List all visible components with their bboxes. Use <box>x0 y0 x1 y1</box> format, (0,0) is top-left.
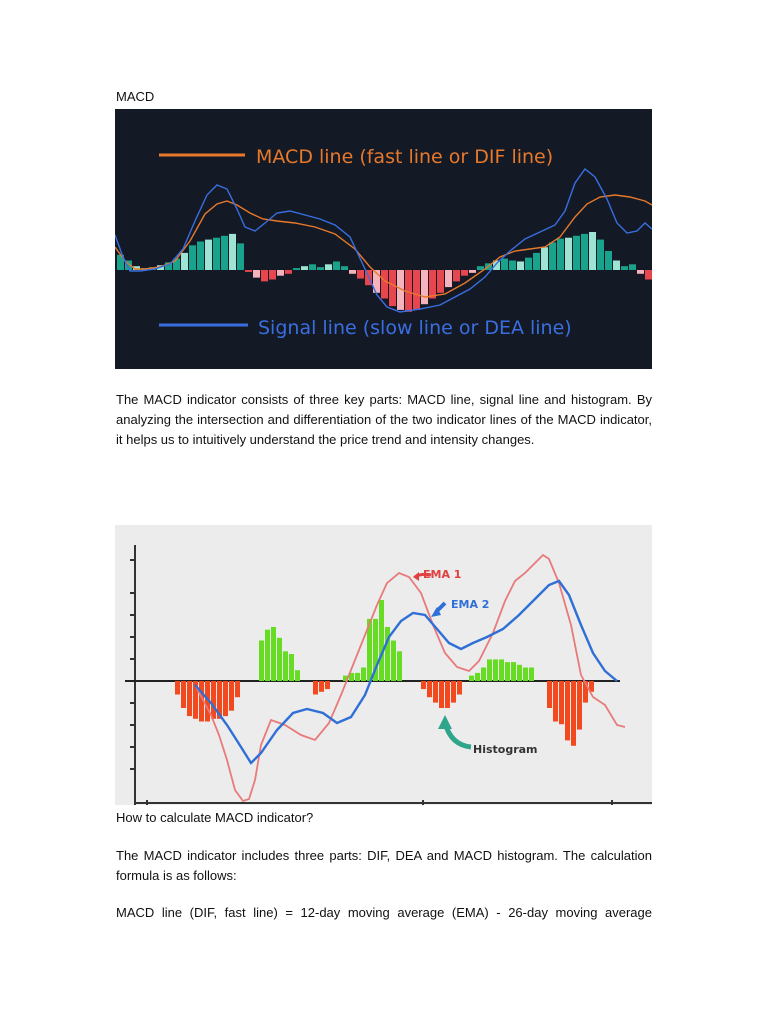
macd-histogram-bar <box>549 242 556 270</box>
ema-histogram-bar <box>565 681 570 740</box>
ema-histogram-bar <box>265 630 270 681</box>
ema-histogram-bar <box>511 662 516 681</box>
ema-histogram-bar <box>547 681 552 708</box>
macd-histogram-bar <box>381 270 388 299</box>
macd-histogram-bar <box>613 261 620 271</box>
macd-histogram-bar <box>189 245 196 270</box>
ema-histogram-bar <box>379 600 384 681</box>
ema-histogram-bar <box>445 681 450 708</box>
macd-histogram-bar <box>525 258 532 270</box>
ema-histogram-bar <box>325 681 330 689</box>
macd-histogram-bar <box>597 240 604 270</box>
macd-histogram-bar <box>437 270 444 293</box>
ema-histogram-bar <box>211 681 216 719</box>
macd-histogram-bar <box>565 238 572 270</box>
ema2-line <box>195 581 617 763</box>
macd-histogram-bar <box>181 253 188 270</box>
ema-chart-canvas <box>115 525 652 805</box>
macd-chart-canvas <box>115 109 652 369</box>
macd-histogram-bar <box>461 270 468 276</box>
ema-histogram-bar <box>499 659 504 681</box>
histogram-label: Histogram <box>473 743 538 756</box>
ema-histogram-bar <box>571 681 576 746</box>
macd-histogram-bar <box>637 270 644 274</box>
ema-histogram-bar <box>427 681 432 697</box>
macd-histogram <box>117 232 652 312</box>
macd-histogram-bar <box>509 261 516 271</box>
ema-histogram-bar <box>475 673 480 681</box>
ema-histogram-bar <box>229 681 234 711</box>
macd-histogram-bar <box>501 259 508 270</box>
ema-histogram-bar <box>469 676 474 681</box>
ema-histogram-bar <box>355 673 360 681</box>
macd-histogram-bar <box>605 251 612 270</box>
macd-histogram-bar <box>629 264 636 270</box>
ema-histogram-bar <box>493 659 498 681</box>
macd-histogram-bar <box>645 270 652 280</box>
ema-histogram-bar <box>271 627 276 681</box>
ema-histogram-bar <box>529 668 534 682</box>
ema-histogram-bar <box>235 681 240 697</box>
ema-histogram-bar <box>295 670 300 681</box>
ema-histogram <box>175 600 594 746</box>
calc-description: The MACD indicator includes three parts: DIF, DEA and MACD histogram. The calculation formula is as follows: <box>116 848 652 883</box>
macd-histogram-bar <box>581 234 588 270</box>
macd-histogram-bar <box>429 270 436 299</box>
calc-question: How to calculate MACD indicator? <box>116 810 314 825</box>
macd-histogram-bar <box>621 266 628 270</box>
macd-histogram-bar <box>589 232 596 270</box>
macd-histogram-bar <box>293 268 300 270</box>
macd-histogram-bar <box>421 270 428 304</box>
ema-histogram-bar <box>523 668 528 682</box>
macd-histogram-bar <box>285 270 292 274</box>
macd-histogram-bar <box>237 243 244 270</box>
ema-histogram-bar <box>361 668 366 682</box>
macd-histogram-bar <box>573 236 580 270</box>
ema-histogram-bar <box>259 641 264 682</box>
macd-histogram-bar <box>445 270 452 287</box>
ema-histogram-bar <box>505 662 510 681</box>
macd-histogram-bar <box>269 270 276 280</box>
macd-histogram-bar <box>357 270 364 279</box>
macd-histogram-bar <box>333 261 340 270</box>
ema1-arrow-head <box>413 572 419 581</box>
ema-histogram-bar <box>421 681 426 689</box>
ema-histogram-bar <box>451 681 456 703</box>
macd-histogram-bar <box>349 270 356 274</box>
macd-histogram-bar <box>413 270 420 310</box>
macd-histogram-bar <box>213 238 220 270</box>
macd-histogram-bar <box>325 264 332 270</box>
signal-legend-label: Signal line (slow line or DEA line) <box>258 317 572 339</box>
macd-histogram-bar <box>301 266 308 270</box>
ema-histogram-bar <box>391 641 396 682</box>
macd-histogram-bar <box>197 242 204 271</box>
macd-histogram-bar <box>389 270 396 306</box>
macd-histogram-bar <box>221 236 228 270</box>
ema-histogram-bar <box>187 681 192 716</box>
macd-histogram-bar <box>261 270 268 281</box>
ema-histogram-bar <box>397 651 402 681</box>
macd-histogram-bar <box>309 264 316 270</box>
ema-histogram-bar <box>439 681 444 708</box>
ema-histogram-bar <box>319 681 324 692</box>
ema-histogram-bar <box>481 668 486 682</box>
histogram-arrow-head <box>438 715 452 729</box>
ema-histogram-bar <box>553 681 558 722</box>
ema1-label: EMA 1 <box>423 568 462 581</box>
ema-histogram-bar <box>289 654 294 681</box>
macd-histogram-bar <box>341 266 348 270</box>
macd-histogram-bar <box>541 247 548 270</box>
macd-histogram-bar <box>477 266 484 270</box>
ema-histogram-bar <box>175 681 180 695</box>
ema-histogram-bar <box>181 681 186 708</box>
ema-histogram-bar <box>577 681 582 730</box>
macd-histogram-bar <box>205 240 212 270</box>
ema-histogram-bar <box>277 638 282 681</box>
ema-histogram-bar <box>457 681 462 695</box>
ema-histogram-bar <box>223 681 228 716</box>
paragraph-intro: The MACD indicator consists of three key parts: MACD line, signal line and histogram. By analyzing the intersection and differentiation of the two indicator lines of the MACD indicator, it helps us to intuitively understand the price trend and intensity changes. <box>116 392 652 447</box>
ema-histogram-bar <box>559 681 564 724</box>
macd-histogram-bar <box>469 270 476 273</box>
macd-histogram-bar <box>557 239 564 270</box>
macd-histogram-bar <box>517 261 524 270</box>
macd-histogram-bar <box>253 270 260 278</box>
macd-histogram-bar <box>245 270 252 272</box>
macd-histogram-bar <box>229 234 236 270</box>
ema-chart-figure <box>115 525 652 805</box>
ema-histogram-bar <box>517 665 522 681</box>
macd-histogram-bar <box>317 267 324 270</box>
macd-legend-label: MACD line (fast line or DIF line) <box>256 146 554 168</box>
section-heading: MACD <box>116 89 155 104</box>
ema-histogram-bar <box>433 681 438 703</box>
macd-chart-figure <box>115 109 652 369</box>
ema2-label: EMA 2 <box>451 598 490 611</box>
ema-histogram-bar <box>487 659 492 681</box>
ema-histogram-bar <box>313 681 318 695</box>
ema-histogram-bar <box>283 651 288 681</box>
macd-histogram-bar <box>453 270 460 281</box>
macd-histogram-bar <box>533 253 540 270</box>
formula-line: MACD line (DIF, fast line) = 12-day moving average (EMA) - 26-day moving average <box>116 905 652 920</box>
macd-histogram-bar <box>277 270 284 276</box>
